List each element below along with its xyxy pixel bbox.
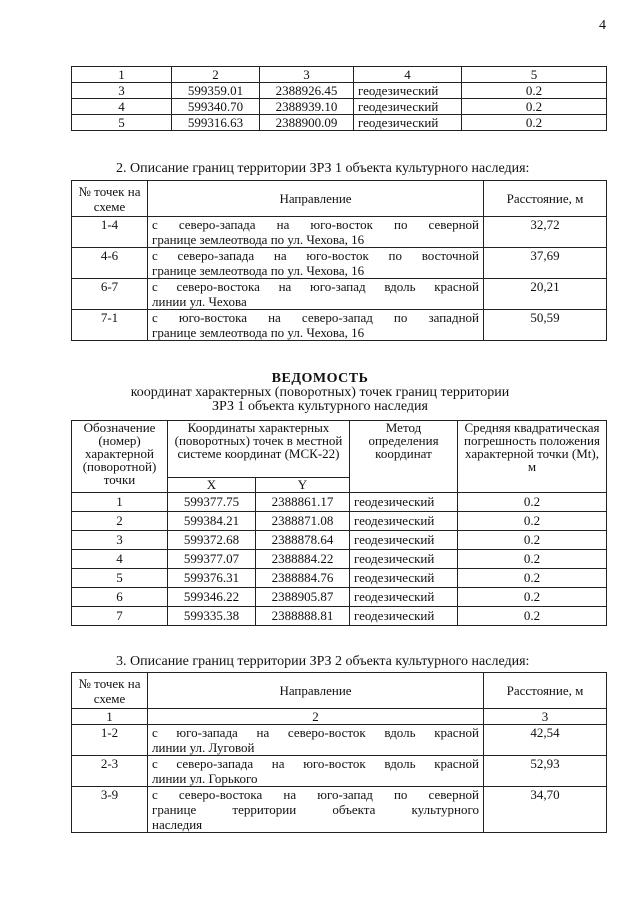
table-cell: 0.2	[458, 588, 607, 607]
section2-boundary-table	[71, 180, 607, 341]
table-row	[72, 217, 607, 248]
vedomost-title-block	[0, 372, 640, 414]
section2-heading: 2. Описание границ территории ЗРЗ 1 объекта культурного наследия:	[116, 161, 530, 176]
direction-line: границе землеотвода по ул. Чехова, 16	[152, 325, 365, 340]
table-cell: 4-6	[72, 248, 148, 279]
table-cell: 2388884.76	[256, 569, 350, 588]
table-cell: 2	[148, 709, 484, 725]
header-points: № точек на схеме	[72, 181, 148, 217]
table-cell: 32,72	[484, 217, 607, 248]
table-row	[72, 550, 607, 569]
vedomost-coordinates-table	[71, 420, 607, 626]
table-cell: 0.2	[462, 99, 607, 115]
table-cell: 599359.01	[172, 83, 260, 99]
table-cell: геодезический	[350, 531, 458, 550]
table-cell: 0.2	[462, 83, 607, 99]
table-cell: 6-7	[72, 279, 148, 310]
header-error: Средняя квадратическая погрешность положения характерной точки (Mt), м	[458, 421, 607, 493]
table-cell: 0.2	[458, 607, 607, 626]
header-y: Y	[256, 478, 350, 493]
table-cell: геодезический	[350, 512, 458, 531]
direction-line: с юго-востока на северо-запад по западной	[152, 310, 479, 325]
table-cell	[148, 787, 484, 833]
table-cell: 20,21	[484, 279, 607, 310]
direction-line: с северо-запада на юго-восток по северной	[152, 217, 479, 232]
table-row	[72, 607, 607, 626]
table-cell: 599376.31	[168, 569, 256, 588]
table-cell: 2	[72, 512, 168, 531]
table-cell: 1	[72, 67, 172, 83]
table-cell: 2	[172, 67, 260, 83]
table-cell: 2388926.45	[260, 83, 354, 99]
table-row	[72, 248, 607, 279]
table-cell	[148, 279, 484, 310]
table-cell: 0.2	[458, 531, 607, 550]
table-cell: 3	[72, 83, 172, 99]
table-cell: 42,54	[484, 725, 607, 756]
table-cell: 3-9	[72, 787, 148, 833]
page-number: 4	[599, 18, 606, 33]
direction-line: линии ул. Чехова	[152, 294, 247, 309]
table-cell: 1-4	[72, 217, 148, 248]
table-cell	[148, 756, 484, 787]
table-row	[72, 99, 607, 115]
direction-line: с северо-запада на юго-восток по восточной	[152, 248, 479, 263]
table-cell: 599377.07	[168, 550, 256, 569]
table-cell: 5	[72, 569, 168, 588]
table-cell: 2388900.09	[260, 115, 354, 131]
table-cell: 4	[354, 67, 462, 83]
table-cell: 0.2	[462, 115, 607, 131]
header-distance: Расстояние, м	[484, 181, 607, 217]
table-cell: 2388905.87	[256, 588, 350, 607]
table-row	[72, 531, 607, 550]
table-cell: 34,70	[484, 787, 607, 833]
header-coordinates: Координаты характерных (поворотных) точек в местной системе координат (МСК-22)	[168, 421, 350, 478]
table-cell: 4	[72, 550, 168, 569]
direction-line: границе землеотвода по ул. Чехова, 16	[152, 263, 365, 278]
table-cell: 50,59	[484, 310, 607, 341]
table-cell: 599340.70	[172, 99, 260, 115]
direction-line: с северо-запада на юго-восток вдоль красной	[152, 756, 479, 771]
table-row	[72, 725, 607, 756]
table-cell: 0.2	[458, 512, 607, 531]
table-cell: геодезический	[354, 115, 462, 131]
table-row	[72, 709, 607, 725]
direction-line: линии ул. Луговой	[152, 740, 255, 755]
table-cell	[148, 725, 484, 756]
table-cell: 599372.68	[168, 531, 256, 550]
table-cell: 37,69	[484, 248, 607, 279]
table-cell: 0.2	[458, 550, 607, 569]
table-cell: 5	[72, 115, 172, 131]
table-cell: 1	[72, 493, 168, 512]
table-cell: геодезический	[350, 588, 458, 607]
table-row	[72, 279, 607, 310]
direction-line: границе землеотвода по ул. Чехова, 16	[152, 232, 365, 247]
section3-boundary-table	[71, 672, 607, 833]
table-cell: 3	[484, 709, 607, 725]
table-cell: 599335.38	[168, 607, 256, 626]
table-cell: 599377.75	[168, 493, 256, 512]
table-row	[72, 181, 607, 217]
table-cell: 0.2	[458, 493, 607, 512]
table-row	[72, 310, 607, 341]
table-row	[72, 493, 607, 512]
table-cell: 52,93	[484, 756, 607, 787]
header-method: Метод определения координат	[350, 421, 458, 493]
table-cell: 3	[72, 531, 168, 550]
header-distance: Расстояние, м	[484, 673, 607, 709]
table-cell: 599346.22	[168, 588, 256, 607]
table-cell	[148, 217, 484, 248]
table-cell: 2388888.81	[256, 607, 350, 626]
table-cell: 6	[72, 588, 168, 607]
direction-line: наследия	[152, 817, 203, 832]
header-direction: Направление	[148, 181, 484, 217]
direction-line: границе территории объекта культурного	[152, 802, 479, 817]
table-cell: 2-3	[72, 756, 148, 787]
table-row	[72, 67, 607, 83]
table-row	[72, 421, 607, 478]
table-cell: 2388939.10	[260, 99, 354, 115]
header-direction: Направление	[148, 673, 484, 709]
header-point-id: Обозначение (номер) характерной (поворотной) точки	[72, 421, 168, 493]
table-cell	[148, 310, 484, 341]
table-row	[72, 115, 607, 131]
table-cell: 0.2	[458, 569, 607, 588]
table-cell: геодезический	[350, 493, 458, 512]
table-cell: геодезический	[350, 569, 458, 588]
vedomost-subtitle: ЗРЗ 1 объекта культурного наследия	[212, 399, 428, 414]
table-cell: 3	[260, 67, 354, 83]
table-cell: 7	[72, 607, 168, 626]
table-row	[72, 673, 607, 709]
table-cell: 2388878.64	[256, 531, 350, 550]
vedomost-title: ВЕДОМОСТЬ	[271, 371, 369, 386]
table-row	[72, 756, 607, 787]
table-row	[72, 512, 607, 531]
table-cell: 1-2	[72, 725, 148, 756]
table-cell: 2388884.22	[256, 550, 350, 569]
header-x: X	[168, 478, 256, 493]
table-cell: 599384.21	[168, 512, 256, 531]
direction-line: с северо-востока на юго-запад вдоль красной	[152, 279, 479, 294]
vedomost-subtitle: координат характерных (поворотных) точек границ территории	[130, 385, 510, 400]
section3-heading: 3. Описание границ территории ЗРЗ 2 объекта культурного наследия:	[116, 654, 530, 669]
direction-line: линии ул. Горького	[152, 771, 258, 786]
header-points: № точек на схеме	[72, 673, 148, 709]
table-cell: 1	[72, 709, 148, 725]
table-cell: 599316.63	[172, 115, 260, 131]
table-row	[72, 569, 607, 588]
table-cell: геодезический	[350, 550, 458, 569]
table-cell: геодезический	[354, 99, 462, 115]
coordinates-table-continuation	[71, 66, 607, 131]
direction-line: с юго-запада на северо-восток вдоль красной	[152, 725, 479, 740]
table-cell: геодезический	[350, 607, 458, 626]
table-row	[72, 83, 607, 99]
table-row	[72, 787, 607, 833]
table-cell: 4	[72, 99, 172, 115]
table-cell: 2388861.17	[256, 493, 350, 512]
table-cell: 7-1	[72, 310, 148, 341]
table-row	[72, 588, 607, 607]
table-cell: 5	[462, 67, 607, 83]
direction-line: с северо-востока на юго-запад по северной	[152, 787, 479, 802]
table-cell: геодезический	[354, 83, 462, 99]
table-cell	[148, 248, 484, 279]
table-cell: 2388871.08	[256, 512, 350, 531]
